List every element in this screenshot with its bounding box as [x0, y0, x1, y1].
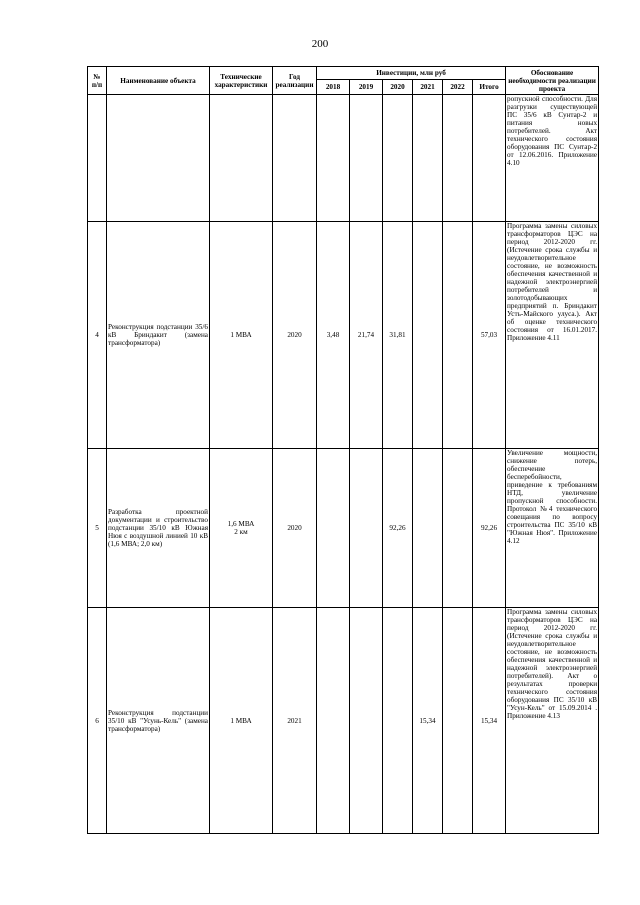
row-2018: 3,48 — [317, 222, 350, 449]
row-2021 — [413, 449, 443, 608]
table-row — [88, 449, 599, 608]
header-year-2022: 2022 — [443, 80, 473, 95]
row-2019 — [350, 608, 383, 834]
row-tech: 1 МВА — [210, 608, 273, 834]
row-total: 57,03 — [473, 222, 506, 449]
row-2018 — [317, 449, 350, 608]
header-invest: Инвестиции, млн руб — [317, 67, 506, 80]
row-2022 — [443, 95, 473, 222]
header-year-2020: 2020 — [383, 80, 413, 95]
row-num: 4 — [88, 222, 107, 449]
row-2020: 92,26 — [383, 449, 413, 608]
row-2020: 31,81 — [383, 222, 413, 449]
row-num — [88, 95, 107, 222]
row-2021: 15,34 — [413, 608, 443, 834]
row-2022 — [443, 608, 473, 834]
row-2021 — [413, 222, 443, 449]
header-row-1 — [88, 67, 599, 80]
header-year-2018: 2018 — [317, 80, 350, 95]
row-num: 5 — [88, 449, 107, 608]
row-total: 15,34 — [473, 608, 506, 834]
header-year-2019: 2019 — [350, 80, 383, 95]
row-2020 — [383, 608, 413, 834]
header-year-2021: 2021 — [413, 80, 443, 95]
row-name: Реконструкция подстанции 35/10 кВ "Усунь-Кель" (замена трансформатора) — [107, 608, 210, 834]
page-number: 200 — [311, 38, 329, 50]
investment-table — [87, 66, 599, 834]
row-2018 — [317, 608, 350, 834]
row-reason: Программа замены силовых трансформаторов ЦЭС на период 2012-2020 гг. (Истечение срока службы и неудовлетворительное состояние, не возможность обеспечения качественной и надежной электроэнергией потребителей). Акт о результатах проверки технического состояния оборудования ПС 35/10 кВ "Усун-Кель" от 15.09.2014 . Приложение 4.13 — [506, 608, 599, 834]
row-year: 2020 — [273, 449, 317, 608]
header-year: Год реализации — [273, 67, 317, 95]
row-2019: 21,74 — [350, 222, 383, 449]
row-year: 2020 — [273, 222, 317, 449]
row-2020 — [383, 95, 413, 222]
row-2019 — [350, 449, 383, 608]
row-num: 6 — [88, 608, 107, 834]
row-year — [273, 95, 317, 222]
row-reason: Программа замены силовых трансформаторов ЦЭС на период 2012-2020 гг. (Истечение срока службы и неудовлетворительное состояние, не возможность обеспечения качественной и надежной электроэнергией потребителей и золотодобывающих предприятий п. Бриндакит Усть-Майского улуса.). Акт об оценке технического состояния от 16.01.2017. Приложение 4.11 — [506, 222, 599, 449]
header-tech: Технические характеристики — [210, 67, 273, 95]
header-name: Наименование объекта — [107, 67, 210, 95]
header-total: Итого — [473, 80, 506, 95]
row-year: 2021 — [273, 608, 317, 834]
row-tech — [210, 95, 273, 222]
row-2022 — [443, 222, 473, 449]
row-total — [473, 95, 506, 222]
row-name: Разработка проектной документации и строительство подстанции 35/10 кВ Южная Нюя с воздушной линией 10 кВ (1,6 МВА; 2,0 км) — [107, 449, 210, 608]
row-2021 — [413, 95, 443, 222]
table-row — [88, 95, 599, 222]
row-total: 92,26 — [473, 449, 506, 608]
row-2022 — [443, 449, 473, 608]
row-reason: Увеличение мощности, снижение потерь, обеспечение бесперебойности, приведение к требованиям НТД, увеличение пропускной способности. Протокол №4 технического совещания по вопросу строительства ПС 35/10 кВ "Южная Нюя". Приложение 4.12 — [506, 449, 599, 608]
row-name — [107, 95, 210, 222]
row-name: Реконструкция подстанции 35/6 кВ Бриндакит (замена трансформатора) — [107, 222, 210, 449]
row-2018 — [317, 95, 350, 222]
header-reason: Обоснование необходимости реализации проекта — [506, 67, 599, 95]
row-reason: ропускной способности. Для разгрузки существующей ПС 35/6 кВ Сунтар-2 и питания новых потребителей. Акт технического состояния оборудования ПС Сунтар-2 от 12.06.2016. Приложение 4.10 — [506, 95, 599, 222]
row-tech: 1 МВА — [210, 222, 273, 449]
row-2019 — [350, 95, 383, 222]
row-tech: 1,6 МВА 2 км — [210, 449, 273, 608]
table-row — [88, 222, 599, 449]
header-num: № п/п — [88, 67, 107, 95]
table-row — [88, 608, 599, 834]
